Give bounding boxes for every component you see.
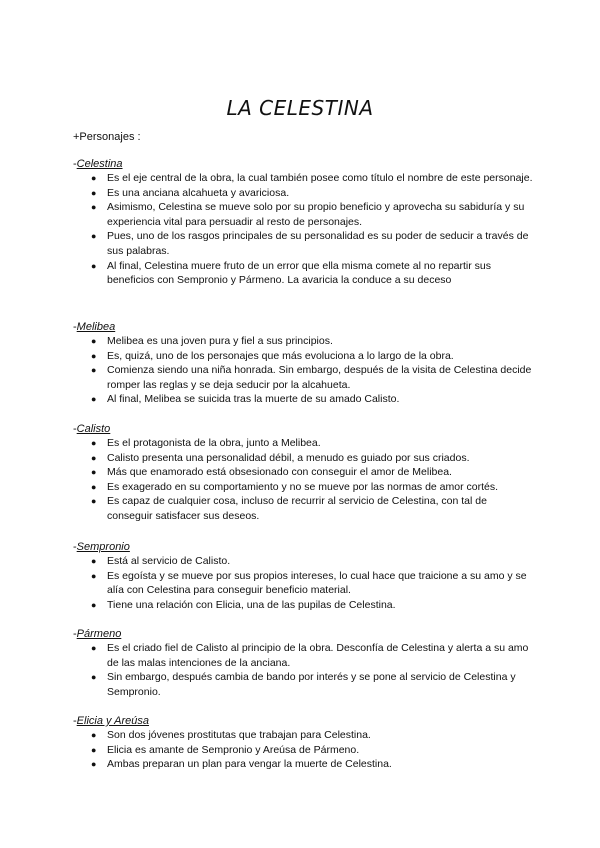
list-item: ● Tiene una relación con Elicia, una de las pupilas de Celestina. (91, 598, 396, 611)
page-title: LA CELESTINA (226, 96, 374, 120)
list-item: ● Pues, uno de los rasgos principales de su personalidad es su poder de seducir a través de sus palabras. (91, 230, 529, 257)
list-item: ● Al final, Celestina muere fruto de un error que ella misma comete al no repartir sus beneficios con Sempronio y Pármeno. La avaricia la conduce a su deceso (91, 259, 492, 287)
list-item: ● Es capaz de cualquier cosa, incluso de recurrir al servicio de Celestina, con tal de conseguir satisfacer sus deseos. (91, 495, 487, 522)
bullet-icon: ● (91, 730, 97, 740)
section-celestina (73, 157, 533, 288)
bullet-icon: ● (91, 467, 97, 478)
bullet-icon: ● (91, 496, 97, 507)
section-parmeno (73, 627, 533, 699)
bullet-icon: ● (91, 452, 97, 463)
section-sempronio (73, 540, 533, 612)
bullet-icon: ● (91, 231, 97, 242)
section-heading: -Calisto (73, 423, 111, 435)
list-item: ● Son dos jóvenes prostitutas que trabajan para Celestina. (91, 729, 371, 741)
list-item: ● Elicia es amante de Sempronio y Areúsa de Pármeno. (91, 743, 360, 756)
character-name: Celestina (76, 158, 123, 170)
bullet-icon: ● (91, 556, 97, 566)
section-heading: -Melibea (73, 321, 116, 333)
bullet-icon: ● (91, 438, 97, 448)
list-item: ● Es el protagonista de la obra, junto a Melibea. (91, 437, 321, 449)
list-item: ● Asimismo, Celestina se mueve solo por su propio beneficio y aprovecha su sabiduría y su experiencia vital para persuadir al resto de personajes. (91, 201, 525, 228)
character-name: Elicia y Areúsa (76, 715, 150, 727)
section-calisto (73, 422, 533, 524)
bullet-list (73, 436, 533, 524)
list-item: ● Es exagerado en su comportamiento y no se mueve por las normas de amor cortés. (91, 480, 499, 493)
list-item: ● Es una anciana alcahueta y avariciosa. (91, 186, 290, 199)
section-heading: -Sempronio (73, 541, 130, 553)
section-elicia-areusa (73, 714, 533, 772)
list-item: ● Ambas preparan un plan para vengar la muerte de Celestina. (91, 758, 392, 771)
bullet-icon: ● (91, 672, 97, 683)
bullet-icon: ● (91, 173, 97, 183)
section-heading: -Elicia y Areúsa (73, 715, 150, 727)
list-item: ● Es, quizá, uno de los personajes que más evoluciona a lo largo de la obra. (91, 349, 454, 362)
bullet-list (73, 334, 533, 407)
character-name: Calisto (76, 423, 111, 435)
list-item: ● Más que enamorado está obsesionado con conseguir el amor de Melibea. (91, 466, 452, 479)
list-item: ● Es el criado fiel de Calisto al principio de la obra. Desconfía de Celestina y alerta a su amo de las malas intenciones de la anciana. (91, 642, 529, 669)
bullet-icon: ● (91, 570, 97, 581)
bullet-icon: ● (91, 260, 97, 271)
list-item: ● Al final, Melibea se suicida tras la muerte de su amado Calisto. (91, 393, 400, 406)
section-melibea (73, 320, 533, 407)
bullet-list (73, 171, 533, 288)
characters-heading: +Personajes : (73, 131, 141, 143)
bullet-icon: ● (91, 744, 97, 755)
bullet-icon: ● (91, 350, 97, 361)
list-item: ● Es egoísta y se mueve por sus propios intereses, lo cual hace que traicione a su amo y se alía con Celestina para conseguir beneficio material. (91, 569, 527, 597)
character-name: Sempronio (76, 541, 130, 553)
list-item: ● Melibea es una joven pura y fiel a sus principios. (91, 335, 333, 347)
character-name: Pármeno (76, 628, 122, 640)
bullet-list (73, 728, 533, 772)
list-item: ● Sin embargo, después cambia de bando por interés y se pone al servicio de Celestina y Sempronio. (91, 671, 516, 698)
section-heading: -Pármeno (73, 628, 122, 640)
character-name: Melibea (76, 321, 116, 333)
section-heading: -Celestina (73, 158, 123, 170)
list-item: ● Calisto presenta una personalidad débil, a menudo es guiado por sus criados. (91, 451, 470, 464)
list-item: ● Es el eje central de la obra, la cual también posee como título el nombre de este personaje. (91, 172, 533, 184)
bullet-list (73, 554, 533, 612)
bullet-icon: ● (91, 187, 97, 198)
bullet-icon: ● (91, 759, 97, 770)
bullet-icon: ● (91, 599, 97, 610)
bullet-icon: ● (91, 481, 97, 492)
bullet-icon: ● (91, 643, 97, 653)
list-item: ● Comienza siendo una niña honrada. Sin embargo, después de la visita de Celestina decide romper las reglas y se deja seducir por la alcahueta. (91, 364, 532, 391)
bullet-icon: ● (91, 365, 97, 376)
list-item: ● Está al servicio de Calisto. (91, 555, 231, 567)
bullet-icon: ● (91, 336, 97, 346)
bullet-icon: ● (91, 394, 97, 405)
bullet-icon: ● (91, 202, 97, 213)
bullet-list (73, 641, 533, 699)
